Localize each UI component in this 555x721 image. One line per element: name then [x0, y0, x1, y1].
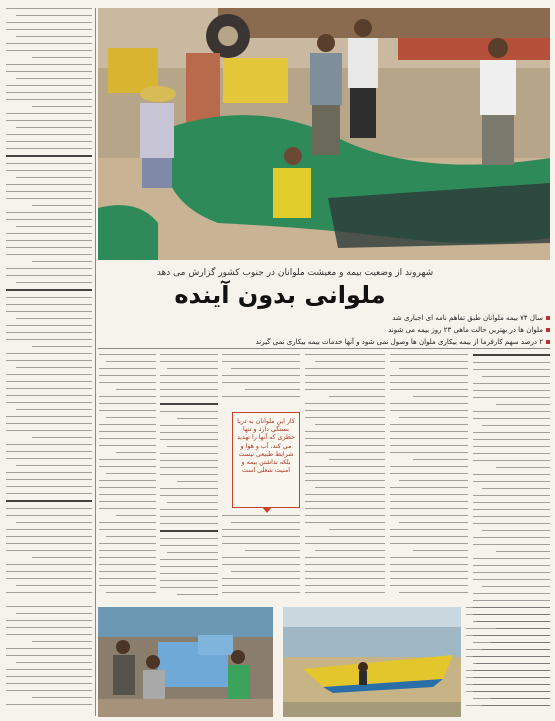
article-headline: ملوانی بدون آینده — [174, 281, 386, 309]
left-text-column-lower — [6, 606, 92, 716]
bottom-right-photo — [283, 607, 461, 717]
headline-rule — [98, 348, 550, 349]
body-column-2 — [390, 354, 468, 604]
main-photo — [98, 8, 550, 260]
body-column-4 — [222, 354, 300, 406]
bottom-center-gap — [276, 607, 280, 717]
body-column-4-lower — [222, 515, 300, 603]
body-column-5 — [160, 354, 218, 604]
subhead-1: سال ۷۴ بیمه ملوانان طبق تفاهم نامه ای اجباری شد — [105, 312, 550, 324]
body-column-6 — [99, 354, 156, 604]
article-subheads — [105, 312, 550, 348]
body-column-3 — [305, 354, 385, 604]
pull-quote-text: کار این ملوانان به دریا بستگی دارد و تنها خطری که آنها را تهدید می کند، آب و هوا و شرایط طبیعی نیست بلکه نداشتن بیمه و امنیت شغلی است — [237, 418, 295, 475]
left-text-column — [6, 8, 92, 598]
article-kicker: شهروند از وضعیت بیمه و معیشت ملوانان در جنوب کشور گزارش می دهد — [156, 268, 434, 278]
body-column-1-lower — [466, 607, 550, 715]
pull-quote — [232, 412, 300, 508]
subhead-3: ۲ درصد سهم کارفرما از بیمه بیکاری ملوان ها وصول نمی شود و آنها خدمات بیمه بیکاری نمی گیرند — [105, 336, 550, 348]
pull-quote-tail — [262, 507, 272, 513]
bottom-left-photo — [98, 607, 273, 717]
subhead-2: ملوان ها در بهترین حالت ماهی ۲۳ روز بیمه می شوند — [105, 324, 550, 336]
column-rule — [95, 8, 96, 716]
